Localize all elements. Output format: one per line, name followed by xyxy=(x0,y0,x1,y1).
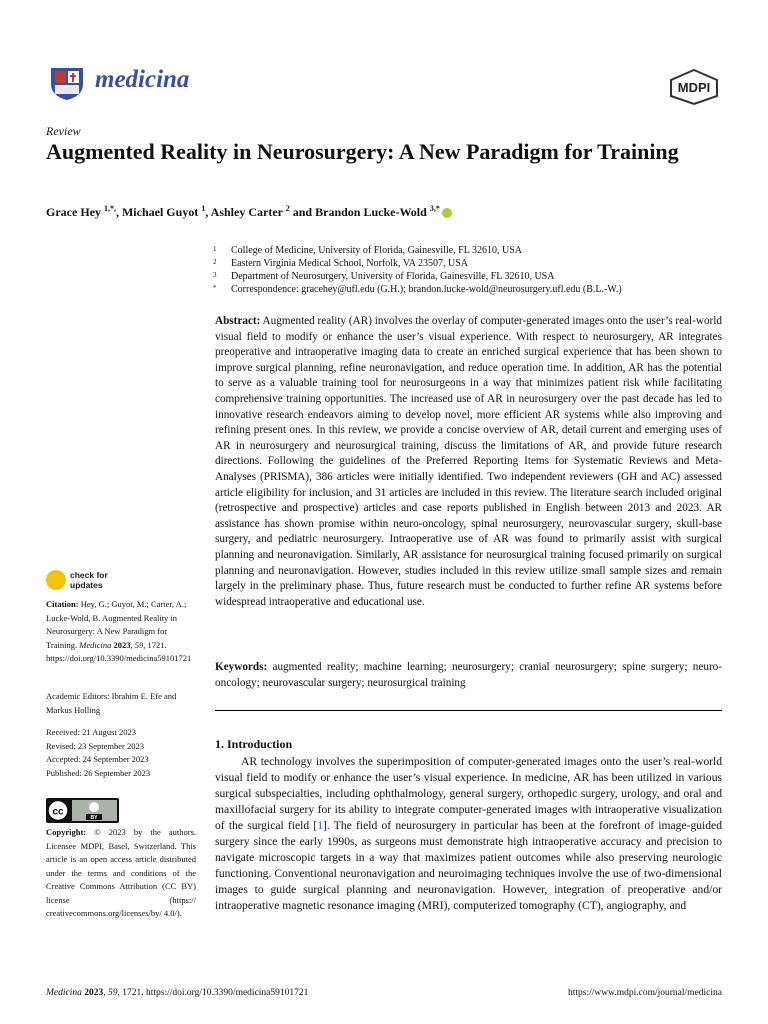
author-name: Grace Hey xyxy=(46,205,104,219)
check-updates-icon xyxy=(46,570,66,590)
author-name: Brandon Lucke-Wold xyxy=(315,205,430,219)
affiliation-text: College of Medicine, University of Florida, Gainesville, FL 32610, USA xyxy=(231,245,522,256)
affiliation-item xyxy=(213,283,733,296)
cc-by-license-badge[interactable] xyxy=(46,798,119,823)
cc-by-label: BY xyxy=(90,815,98,821)
date-item: Received: 21 August 2023 xyxy=(46,727,136,737)
keywords-text: augmented reality; machine learning; neurosurgery; cranial neurosurgery; spine surgery; neuro-oncology; neurovascular surgery; neurosurgical training xyxy=(215,661,722,689)
medicina-logo-icon xyxy=(47,62,87,102)
keywords xyxy=(215,660,722,691)
footer-journal: Medicina xyxy=(46,988,82,998)
author-affiliation-sup: 3,* xyxy=(429,204,440,213)
date-item: Revised: 23 September 2023 xyxy=(46,740,144,751)
citation-journal: Medicina xyxy=(79,639,112,650)
intro-paragraph: AR technology involves the superimposition of computer-generated images onto the user’s real-world visual field to modify or enhance the user’s visual experience. In medicine, AR has been utilized in various surgical subspecialties, including ophthalmology, general surgery, orthopedic surgery, urology, and oral and maxillofacial surgery for its ability to integrate computer-generated images with intraoperative visualization of the surgical field [1]. The field of neurosurgery in particular has been at the forefront of image-guided surgery since the early 1990s, as surgeons must demonstrate high intraoperative accuracy and precision to navigate microscopic targets in a way that maximizes patient outcomes while also preserving neurologic functioning. Conventional neuronavigation and neuroimaging techniques involve the use of two-dimensional images to guide surgical planning and neuronavigation. However, integration of preoperative and/or intraoperative magnetic resonance imaging (MRI), computerized tomography (CT), angiography, and xyxy=(215,755,722,912)
section-heading-introduction: 1. Introduction xyxy=(215,737,293,751)
mdpi-logo-text: MDPI xyxy=(677,80,711,95)
dates-block xyxy=(46,726,196,780)
affiliations xyxy=(213,244,733,296)
cc-by-icon xyxy=(46,798,119,823)
date-item: Accepted: 24 September 2023 xyxy=(46,754,149,764)
copyright-text: © 2023 by the authors. Licensee MDPI, Basel, Switzerland. This article is an open access article distributed under the terms and conditions of the Creative Commons Attribution (CC BY) license (https:// creativecommons.org/licenses/by/ 4.0/). xyxy=(46,827,196,918)
orcid-icon[interactable] xyxy=(442,208,452,218)
affiliation-item xyxy=(213,270,733,283)
citation-link[interactable]: 1 xyxy=(317,819,324,832)
citation-block: Citation: Hey, G.; Guyot, M.; Carter, A.; Lucke-Wold, B. Augmented Reality in Neurosurgery: A New Paradigm for Training. Medicina 2023, 59, 1721. https://doi.org/10.3390/medicina59101721 xyxy=(46,599,192,663)
journal-name: medicina xyxy=(95,66,190,93)
section-divider xyxy=(215,710,722,711)
author-affiliation-sup: 2 xyxy=(285,204,290,213)
author-name: Michael Guyot xyxy=(121,205,202,219)
abstract xyxy=(215,314,722,610)
article-title: Augmented Reality in Neurosurgery: A New Paradigm for Training xyxy=(46,139,679,164)
affiliation-number: 2 xyxy=(213,258,217,266)
affiliation-text: Eastern Virginia Medical School, Norfolk, VA 23507, USA xyxy=(231,258,468,269)
citation-year: 2023 xyxy=(113,639,131,650)
author-affiliation-sup: 1,*, xyxy=(103,204,116,213)
citation-text: Hey, G.; Guyot, M.; Carter, A.; Lucke-Wold, B. Augmented Reality in Neurosurgery: A New Paradigm for Training. xyxy=(46,599,187,650)
affiliation-item xyxy=(213,257,733,270)
keywords-label: Keywords: xyxy=(215,661,268,673)
footer-year: 2023 xyxy=(84,988,104,998)
introduction-body xyxy=(215,754,722,914)
author-affiliation-sup: 1 xyxy=(201,204,206,213)
copyright-block xyxy=(46,826,196,921)
author-list: Grace Hey $^{1,*,}$, Michael Guyot $^1$, Ashley Carter $^2$ and Brandon Lucke-Wold $^{3,*}$ xyxy=(46,204,452,220)
check-for-updates-button[interactable] xyxy=(46,570,136,592)
abstract-label: Abstract: xyxy=(215,315,261,327)
abstract-text: Augmented reality (AR) involves the overlay of computer-generated images onto the user’s real-world visual field to modify or enhance the user’s visual experience. With respect to neurosurgery, AR integrates preoperative and intraoperative imaging data to create an enriched surgical experience that has been shown to improve surgical planning, refine neuronavigation, and reduce operation time. In addition, AR has the potential to serve as a valuable training tool for neurosurgeons in a way that minimizes patient risk while facilitating comprehensive training opportunities. The increased use of AR in neurosurgery over the past decade has led to innovative research endeavors aiming to develop novel, more efficient AR systems while also improving and refining present ones. In this review, we provide a concise overview of AR, detail current and emerging uses of AR in neurosurgery and neurosurgical training, discuss the limitations of AR, and provide future research directions. Following the guidelines of the Preferred Reporting Items for Systematic Reviews and Meta-Analyses (PRISMA), 386 articles were initially identified. Two independent reviewers (GH and AC) assessed article eligibility for inclusion, and 31 articles are included in this review. The literature search included original (retrospective and prospective) articles and case reports published in English between 2013 and 2023. AR assistance has shown promise within neuro-oncology, spinal neurosurgery, neurovascular surgery, skull-base surgery, and pediatric neurosurgery. Intraoperative use of AR was found to primarily assist with surgical planning and neuronavigation. Similarly, AR assistance for neurosurgical training focused primarily on surgical planning and neuronavigation. However, studies included in this review utilize small sample sizes and remain largely in the preliminary phase. Thus, future research must be conducted to further refine AR systems before widespread intraoperative and educational use. xyxy=(215,315,722,608)
footer-journal-url[interactable]: https://www.mdpi.com/journal/medicina xyxy=(568,988,722,998)
affiliation-number: 3 xyxy=(213,271,217,279)
date-item: Published: 26 September 2023 xyxy=(46,767,151,778)
article-type: Review xyxy=(46,124,81,138)
copyright-label: Copyright: xyxy=(46,827,87,837)
footer-doi[interactable]: , 1721. https://doi.org/10.3390/medicina59101721 xyxy=(117,988,309,998)
mdpi-logo-icon xyxy=(667,68,721,106)
author-name: Ashley Carter xyxy=(210,205,286,219)
citation-doi[interactable]: , 1721. https://doi.org/10.3390/medicina59101721 xyxy=(46,639,192,663)
citation-volume: 59 xyxy=(134,639,144,650)
affiliation-item xyxy=(213,244,733,257)
footer-citation: Medicina 2023, 59, 1721. https://doi.org/10.3390/medicina59101721 xyxy=(46,988,309,998)
affiliation-text: Correspondence: gracehey@ufl.edu (G.H.); brandon.lucke-wold@neurosurgery.ufl.edu (B.L.-W.) xyxy=(231,284,622,295)
affiliation-text: Department of Neurosurgery, University of Florida, Gainesville, FL 32610, USA xyxy=(231,271,555,282)
check-updates-line2: updates xyxy=(70,580,103,590)
footer-volume: 59 xyxy=(108,988,118,998)
check-updates-line1: check for xyxy=(70,570,108,580)
affiliation-number: 1 xyxy=(213,245,217,253)
svg-text:cc: cc xyxy=(52,806,64,818)
academic-editors: Academic Editors: Ibrahim E. Efe and Markus Holling xyxy=(46,691,177,715)
citation-label: Citation: xyxy=(46,599,79,609)
affiliation-number: * xyxy=(213,284,217,292)
